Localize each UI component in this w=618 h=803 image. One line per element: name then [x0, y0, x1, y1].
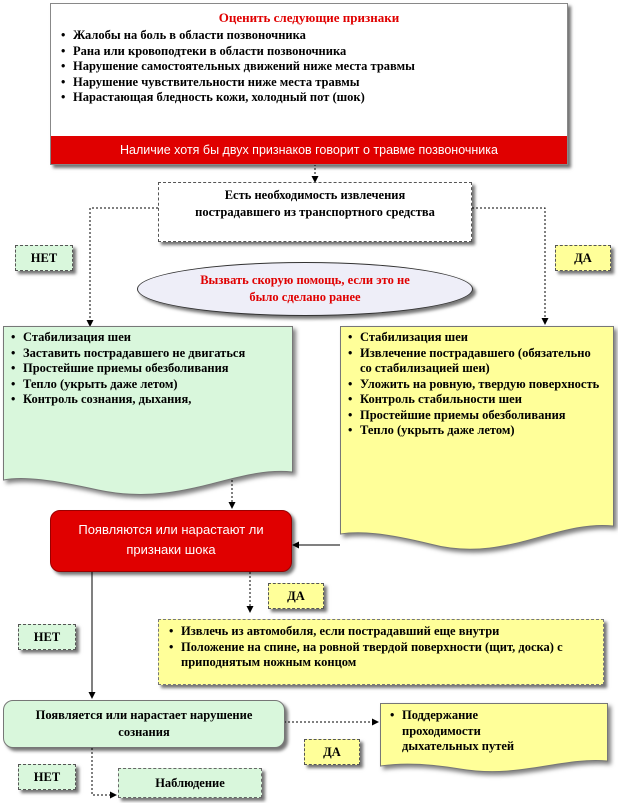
extraction-actions-list: [340, 330, 602, 439]
list-item: • Стабилизация шеи: [344, 330, 602, 346]
no-tag-3: НЕТ: [18, 764, 76, 790]
list-item: • Извлечь из автомобиля, если пострадавший еще внутри: [165, 624, 597, 640]
list-item: • Тепло (укрыть даже летом): [344, 423, 602, 439]
list-item: • Жалобы на боль в области позвоночника: [57, 28, 567, 44]
shock-actions-list: [165, 624, 597, 671]
signs-assessment-box: [50, 3, 568, 165]
list-item: • Контроль сознания, дыхания,: [7, 392, 267, 408]
list-item: • Нарушение самостоятельных движений ниже места травмы: [57, 59, 567, 75]
shock-signs-box: [50, 510, 292, 572]
signs-list: [51, 28, 567, 106]
list-item: • Простейшие приемы обезболивания: [7, 361, 267, 377]
yes-tag-1: ДА: [555, 245, 611, 271]
list-item: • Простейшие приемы обезболивания: [344, 408, 602, 424]
diagnosis-banner: Наличие хотя бы двух признаков говорит о травме позвоночника: [51, 136, 567, 164]
extraction-question-text: Есть необходимость извлечения пострадавшего из транспортного средства: [195, 188, 435, 219]
list-item: • Тепло (укрыть даже летом): [7, 377, 267, 393]
no-tag-1: НЕТ: [15, 245, 73, 271]
no-extraction-actions-box: [3, 326, 293, 496]
airway-box: [380, 703, 608, 773]
observation-box: [118, 768, 262, 798]
call-ambulance-ellipse: [137, 262, 473, 316]
list-item: • Извлечение пострадавшего (обязательно со стабилизацией шеи): [344, 346, 602, 377]
airway-list: [380, 708, 526, 755]
list-item: • Заставить пострадавшего не двигаться: [7, 346, 267, 362]
consciousness-box: [3, 700, 285, 748]
list-item: • Поддержание проходимости дыхательных путей: [386, 708, 526, 755]
observation-text: Наблюдение: [155, 776, 225, 790]
no-tag-2: НЕТ: [18, 624, 76, 650]
list-item: • Стабилизация шеи: [7, 330, 267, 346]
list-item: • Нарушение чувствительности ниже места травмы: [57, 75, 567, 91]
shock-signs-text: Появляются или нарастают ли признаки шока: [78, 522, 264, 557]
consciousness-text: Появляется или нарастает нарушение сознания: [35, 708, 253, 739]
signs-assessment-title: Оценить следующие признаки: [218, 10, 400, 25]
extraction-question-box: [158, 182, 472, 242]
no-extraction-actions-list: [3, 330, 267, 408]
yes-tag-2: ДА: [268, 583, 324, 609]
list-item: • Рана или кровоподтеки в области позвоночника: [57, 44, 567, 60]
call-ambulance-text: Вызвать скорую помощь, если это не было сделано ранее: [200, 273, 410, 304]
list-item: • Уложить на ровную, твердую поверхность: [344, 377, 602, 393]
extraction-actions-box: [340, 326, 614, 552]
shock-actions-box: [158, 619, 604, 685]
yes-tag-3: ДА: [304, 739, 360, 765]
list-item: • Положение на спине, на ровной твердой поверхности (щит, доска) с приподнятым ножным концом: [165, 640, 597, 671]
list-item: • Нарастающая бледность кожи, холодный пот (шок): [57, 90, 567, 106]
list-item: • Контроль стабильности шеи: [344, 392, 602, 408]
